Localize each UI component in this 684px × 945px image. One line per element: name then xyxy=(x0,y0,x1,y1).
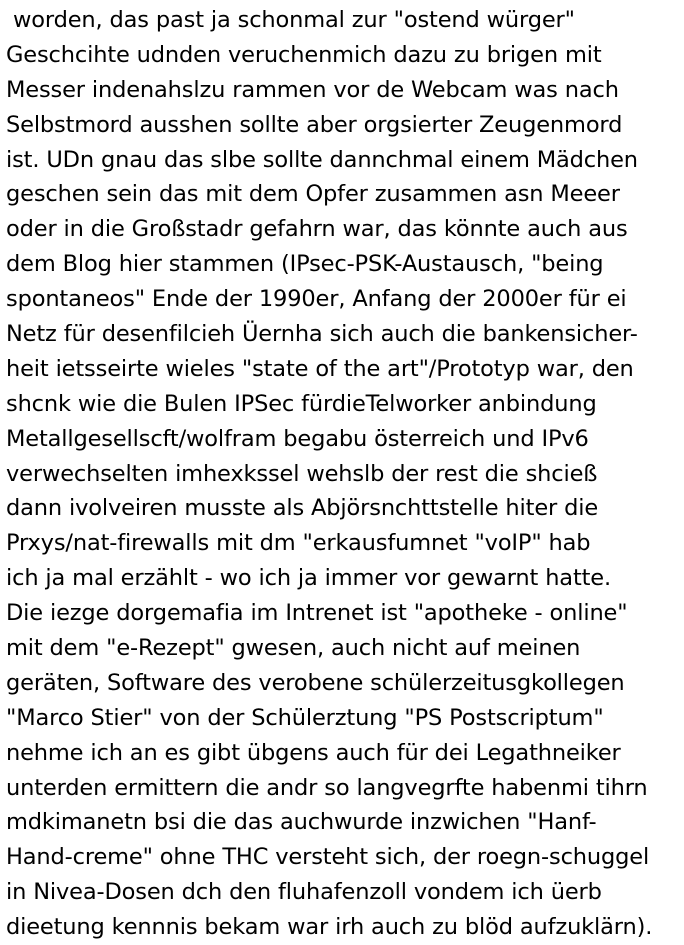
text-line: unterden ermittern die andr so langvegrfte habenmi tihrn xyxy=(6,774,648,801)
text-line: "Marco Stier" von der Schülerztung "PS Postscriptum" xyxy=(6,704,604,731)
text-line: Metallgesellscft/wolfram begabu österreich und IPv6 xyxy=(6,425,589,452)
text-line: verwechselten imhexkssel wehslb der rest die shcieß xyxy=(6,460,598,487)
text-line: in Nivea-Dosen dch den fluhafenzoll vondem ich üerb xyxy=(6,879,602,906)
text-line: dem Blog hier stammen (IPsec-PSK-Austausch, "being xyxy=(6,251,604,278)
text-line: Selbstmord ausshen sollte aber orgsierter Zeugenmord xyxy=(6,111,623,138)
text-line: dieetung kennnis bekam war irh auch zu blöd aufzuklärn). xyxy=(6,914,653,941)
text-line: oder in die Großstadr gefahrn war, das könnte auch aus xyxy=(6,216,628,243)
text-line: ich ja mal erzählt - wo ich ja immer vor gewarnt hatte. xyxy=(6,565,611,592)
text-line: mit dem "e-Rezept" gwesen, auch nicht auf meinen xyxy=(6,635,581,662)
text-line: geräten, Software des verobene schülerzeitusgkollegen xyxy=(6,669,625,696)
text-body xyxy=(6,3,682,945)
text-line: spontaneos" Ende der 1990er, Anfang der 2000er für ei xyxy=(6,286,627,313)
text-line: Geschcihte udnden veruchenmich dazu zu brigen mit xyxy=(6,41,602,68)
text-line: heit ietsseirte wieles "state of the art"/Prototyp war, den xyxy=(6,355,634,382)
text-line: nehme ich an es gibt übgens auch für dei Legathneiker xyxy=(6,739,621,766)
text-line: geschen sein das mit dem Opfer zusammen asn Meeer xyxy=(6,181,620,208)
text-line: shcnk wie die Bulen IPSec fürdieTelworker anbindung xyxy=(6,390,597,417)
text-line: Messer indenahslzu rammen vor de Webcam was nach xyxy=(6,76,619,103)
text-line: worden, das past ja schonmal zur "ostend würger" xyxy=(6,7,575,33)
text-line: Die iezge dorgemafia im Intrenet ist "apotheke - online" xyxy=(6,600,628,627)
text-line: Netz für desenfilcieh Üernha sich auch die bankensicher- xyxy=(6,321,638,348)
text-line: dann ivolveiren musste als Abjörsnchttstelle hiter die xyxy=(6,495,599,522)
text-line: mdkimanetn bsi die das auchwurde inzwichen "Hanf- xyxy=(6,809,597,836)
text-line: Prxys/nat-firewalls mit dm "erkausfumnet "voIP" hab xyxy=(6,530,591,557)
text-line: Hand-creme" ohne THC versteht sich, der roegn-schuggel xyxy=(6,844,650,871)
text-line: ist. UDn gnau das slbe sollte dannchmal einem Mädchen xyxy=(6,146,638,173)
